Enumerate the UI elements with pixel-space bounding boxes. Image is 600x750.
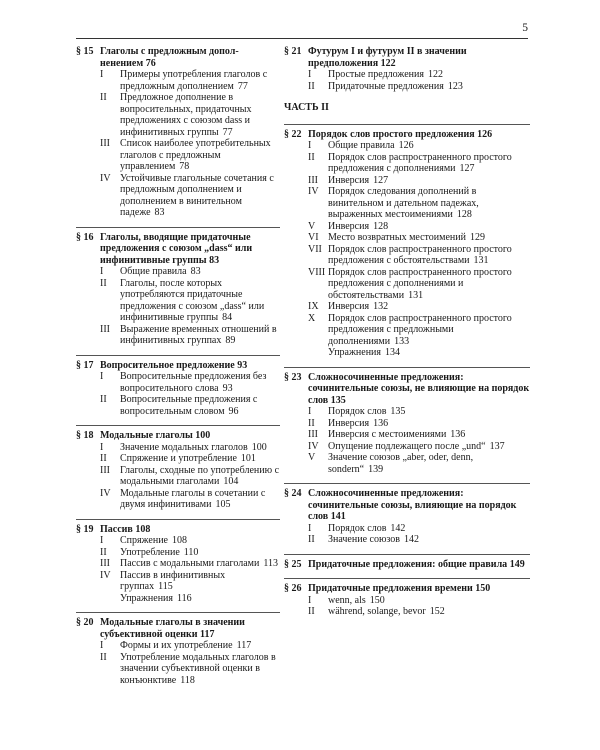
- entry-page: 152: [429, 606, 445, 617]
- section-page: 76: [145, 57, 156, 69]
- entry-title: Выражение временных отношений в инфинитивных группах 89: [120, 323, 277, 346]
- entry-number: VI: [308, 232, 319, 243]
- toc-entry[interactable]: [308, 81, 530, 93]
- toc-section: [284, 372, 530, 476]
- entry-number: I: [308, 406, 312, 417]
- entry-title: Простые предложения 122: [328, 69, 443, 80]
- section-page: 149: [509, 558, 525, 570]
- entry-number: IV: [100, 172, 111, 184]
- entry-title: Придаточные предложения 123: [328, 80, 463, 92]
- entry-page: 122: [427, 69, 443, 80]
- section-number: § 20: [76, 617, 94, 628]
- section-number: § 24: [284, 488, 302, 499]
- entry-title: Порядок слов распространенного простого предложения с дополнениями и обстоятельствами 131: [328, 266, 512, 301]
- toc-entry[interactable]: [308, 221, 530, 233]
- section-divider: [76, 227, 280, 228]
- entry-title: Глаголы, сходные по употреблению с модальными глаголами 104: [120, 464, 280, 487]
- entry-number: IX: [308, 301, 319, 312]
- entry-page: 133: [394, 335, 410, 347]
- entry-page: 128: [456, 209, 472, 220]
- entry-number: I: [308, 140, 312, 151]
- entry-number: III: [100, 464, 110, 476]
- entry-page: 123: [447, 80, 463, 92]
- entry-number: II: [308, 606, 315, 617]
- section-title: Глаголы, вводящие придаточные предложения с союзом „dass“ или инфинитивные группы 83: [100, 231, 253, 266]
- entry-page: 126: [398, 140, 414, 151]
- section-heading[interactable]: [284, 583, 530, 595]
- toc-entry[interactable]: [308, 152, 530, 175]
- entry-page: 110: [183, 546, 199, 558]
- entry-page: 116: [177, 592, 192, 604]
- entry-title: Спряжение и употребление 101: [120, 453, 256, 464]
- section-heading[interactable]: [76, 46, 280, 69]
- entry-page: 139: [368, 463, 384, 475]
- toc-entry[interactable]: [308, 534, 530, 546]
- section-heading[interactable]: [76, 617, 280, 640]
- section-heading[interactable]: [76, 360, 280, 372]
- toc-section: [76, 232, 280, 347]
- entry-title: Инверсия 136: [328, 417, 389, 429]
- entry-title: Употребление 110: [120, 546, 199, 558]
- section-title: Футурум I и футурум II в значении предположения 122: [308, 46, 467, 69]
- toc-entry[interactable]: [100, 138, 280, 173]
- entry-number: II: [100, 546, 107, 558]
- entry-page: 142: [404, 534, 420, 545]
- toc-entry[interactable]: [100, 69, 280, 92]
- entry-number: IV: [308, 186, 319, 197]
- entry-title: Порядок слов распространенного простого предложения с предложными дополнениями 133: [328, 312, 512, 347]
- section-heading[interactable]: [284, 559, 530, 571]
- toc-entry[interactable]: [308, 186, 530, 221]
- entry-number: I: [308, 522, 312, 534]
- section-number: § 26: [284, 583, 302, 594]
- toc-entry[interactable]: [308, 232, 530, 244]
- section-heading[interactable]: [76, 232, 280, 267]
- entry-page: 105: [215, 499, 231, 510]
- entry-title: Глаголы, после которых употребляются придаточные предложения с союзом „dass“ или инфинитивные группы 84: [120, 277, 265, 323]
- section-heading[interactable]: [284, 372, 530, 407]
- entry-page: 129: [469, 232, 485, 243]
- entry-page: 104: [223, 476, 239, 487]
- toc-entry[interactable]: [100, 453, 280, 465]
- section-number: § 19: [76, 523, 94, 535]
- section-page: 141: [330, 511, 346, 522]
- entry-page: 89: [225, 335, 236, 346]
- entry-page: 134: [385, 347, 400, 358]
- entry-title: Порядок следования дополнений в винительном и дательном падежах, выраженных местоимениями 128: [328, 186, 479, 220]
- toc-entry[interactable]: [100, 266, 280, 278]
- toc-entry[interactable]: [308, 175, 530, 187]
- entry-title: Формы и их употребление 117: [120, 640, 252, 651]
- toc-section: [284, 129, 530, 359]
- entry-title: Опущение подлежащего после „und“ 137: [328, 440, 505, 452]
- entry-number: I: [100, 266, 104, 277]
- part-heading: ЧАСТЬ II: [284, 102, 329, 113]
- entry-number: II: [100, 651, 107, 663]
- section-heading[interactable]: [284, 129, 530, 141]
- toc-entry[interactable]: [308, 347, 530, 359]
- toc-entry[interactable]: [308, 301, 530, 313]
- toc-entry[interactable]: [100, 442, 280, 454]
- toc-entry[interactable]: [100, 640, 280, 652]
- entry-number: I: [100, 535, 104, 546]
- entry-title: Значение модальных глаголов 100: [120, 441, 267, 453]
- entry-number: IV: [100, 569, 111, 581]
- toc-section: [284, 583, 530, 618]
- section-divider: [76, 355, 280, 356]
- section-divider: [76, 519, 280, 520]
- toc-entry[interactable]: [100, 394, 280, 417]
- toc-entry[interactable]: [100, 570, 280, 593]
- toc-entry[interactable]: [308, 606, 530, 618]
- section-page: 122: [380, 57, 396, 69]
- toc-entry[interactable]: [308, 523, 530, 535]
- entry-title: Устойчивые глагольные сочетания с предложным дополнением и дополнением в винительном падеже 83: [120, 172, 274, 218]
- entry-title: Значение союзов 142: [328, 534, 420, 545]
- entry-title: Упражнения 134: [328, 347, 400, 358]
- entry-number: III: [308, 429, 318, 440]
- entry-title: Инверсия 127: [328, 174, 389, 186]
- entry-title: Упражнения 116: [120, 592, 192, 604]
- entry-page: 131: [473, 255, 489, 266]
- section-divider: [76, 612, 280, 613]
- entry-page: 113: [263, 558, 278, 569]
- entry-title: Общие правила 83: [120, 266, 201, 277]
- toc-entry[interactable]: [100, 593, 280, 605]
- entry-number: VIII: [308, 266, 326, 278]
- entry-page: 117: [236, 640, 252, 651]
- entry-number: II: [100, 92, 107, 103]
- toc-section: [284, 559, 530, 571]
- section-page: 135: [330, 394, 346, 406]
- entry-page: 135: [390, 406, 406, 417]
- section-title: Глаголы с предложным допол-ненением 76: [100, 46, 239, 69]
- section-divider: [284, 578, 530, 579]
- section-title: Пассив 108: [100, 523, 151, 535]
- entry-title: Инверсия с местоимениями 136: [328, 429, 466, 440]
- section-number: § 18: [76, 430, 94, 441]
- section-title: Сложносочиненные предложения: сочинительные союзы, не влияющие на порядок слов 135: [308, 371, 530, 406]
- entry-title: während, solange, bevor 152: [328, 606, 445, 617]
- entry-title: Порядок слов распространенного простого предложения с обстоятельствами 131: [328, 243, 512, 266]
- toc-entry[interactable]: [100, 558, 280, 570]
- toc-entry[interactable]: [100, 465, 280, 488]
- section-title: Модальные глаголы в значении субъективной оценки 117: [100, 617, 245, 640]
- entry-number: II: [308, 417, 315, 429]
- toc-entry[interactable]: [308, 418, 530, 430]
- toc-entry[interactable]: [308, 313, 530, 348]
- section-heading[interactable]: [76, 524, 280, 536]
- entry-number: III: [100, 558, 110, 569]
- section-divider: [76, 425, 280, 426]
- entry-title: Примеры употребления глаголов с предложным дополнением 77: [120, 69, 268, 92]
- entry-number: I: [308, 69, 312, 80]
- toc-entry[interactable]: [308, 406, 530, 418]
- entry-page: 100: [251, 441, 267, 453]
- toc-entry[interactable]: [100, 652, 280, 687]
- entry-page: 142: [390, 522, 406, 534]
- section-page: 108: [135, 523, 151, 535]
- toc-entry[interactable]: [308, 69, 530, 81]
- entry-number: V: [308, 220, 316, 232]
- section-title: Придаточные предложения времени 150: [308, 583, 491, 594]
- toc-section: [284, 46, 530, 92]
- entry-title: Список наиболее употребительных глаголов с предложным управлением 78: [120, 138, 271, 172]
- section-number: § 25: [284, 558, 302, 570]
- section-heading[interactable]: [284, 46, 530, 69]
- entry-number: IV: [100, 487, 111, 499]
- entry-title: Вопросительные предложения с вопросительным словом 96: [120, 394, 258, 417]
- toc-entry[interactable]: [100, 324, 280, 347]
- entry-page: 127: [459, 163, 475, 174]
- entry-page: 108: [171, 535, 187, 546]
- toc-section: [76, 360, 280, 418]
- entry-number: II: [100, 394, 107, 405]
- section-page: 83: [209, 254, 220, 266]
- entry-number: II: [100, 453, 107, 464]
- entry-page: 77: [222, 126, 233, 138]
- toc-entry[interactable]: [100, 371, 280, 394]
- entry-page: 132: [373, 301, 389, 312]
- entry-number: I: [100, 441, 104, 453]
- toc-entry[interactable]: [308, 452, 530, 475]
- entry-page: 84: [222, 312, 233, 323]
- section-divider: [284, 554, 530, 555]
- toc-entry[interactable]: [100, 547, 280, 559]
- toc-entry[interactable]: [100, 92, 280, 138]
- entry-number: I: [100, 371, 104, 382]
- section-divider: [284, 367, 530, 368]
- entry-title: Инверсия 132: [328, 301, 389, 312]
- entry-number: II: [308, 151, 315, 163]
- toc-entry[interactable]: [100, 278, 280, 324]
- toc-column-left: [76, 46, 280, 694]
- section-number: § 17: [76, 359, 94, 371]
- toc-section: [76, 524, 280, 605]
- entry-page: 118: [180, 674, 195, 686]
- section-page: 117: [200, 628, 215, 640]
- section-heading[interactable]: [76, 430, 280, 442]
- entry-number: VII: [308, 243, 322, 255]
- toc-section: [76, 617, 280, 686]
- entry-title: Порядок слов 135: [328, 406, 406, 417]
- entry-title: Порядок слов распространенного простого предложения с дополнениями 127: [328, 151, 512, 174]
- entry-number: I: [308, 594, 312, 606]
- section-title: Сложносочиненные предложения: сочинительные союзы, влияющие на порядок слов 141: [308, 488, 517, 522]
- section-title: Модальные глаголы 100: [100, 430, 211, 441]
- entry-number: IV: [308, 440, 319, 452]
- section-number: § 23: [284, 371, 302, 383]
- entry-number: I: [100, 640, 104, 651]
- entry-page: 77: [237, 80, 248, 92]
- entry-page: 83: [190, 266, 201, 277]
- toc-entry[interactable]: [100, 488, 280, 511]
- entry-page: 101: [240, 453, 256, 464]
- entry-page: 78: [179, 161, 190, 172]
- entry-title: Употребление модальных глаголов в значении субъективной оценки в конъюнктиве 118: [120, 651, 276, 686]
- page-number: 5: [522, 22, 528, 34]
- entry-page: 136: [450, 429, 466, 440]
- toc-section: [284, 488, 530, 546]
- section-number: § 15: [76, 46, 94, 57]
- entry-title: Предложное дополнение в вопросительных, придаточных предложениях с союзом dass и инфинитивных группы 77: [120, 92, 252, 138]
- entry-number: III: [100, 323, 110, 335]
- entry-number: V: [308, 452, 316, 463]
- entry-page: 96: [228, 405, 239, 417]
- toc-entry[interactable]: [308, 267, 530, 302]
- entry-title: Инверсия 128: [328, 220, 389, 232]
- section-number: § 22: [284, 128, 302, 140]
- entry-page: 93: [222, 382, 233, 394]
- toc-entry[interactable]: [308, 244, 530, 267]
- entry-title: Значение союзов „aber, oder, denn, sondern“ 139: [328, 452, 474, 475]
- section-page: 93: [237, 359, 248, 371]
- toc-entry[interactable]: [100, 173, 280, 219]
- entry-number: [308, 347, 328, 359]
- entry-title: Модальные глаголы в сочетании с двумя инфинитивами 105: [120, 487, 266, 510]
- entry-number: [100, 593, 120, 605]
- section-divider: [284, 483, 530, 484]
- entry-number: III: [100, 138, 110, 149]
- entry-title: wenn, als 150: [328, 594, 385, 606]
- entry-title: Пассив с модальными глаголами 113: [120, 558, 278, 569]
- entry-page: 150: [369, 594, 385, 606]
- entry-page: 131: [408, 289, 424, 301]
- section-number: § 16: [76, 231, 94, 243]
- entry-number: II: [308, 534, 315, 545]
- entry-title: Общие правила 126: [328, 140, 414, 151]
- entry-title: Порядок слов 142: [328, 522, 406, 534]
- toc-entry[interactable]: [308, 441, 530, 453]
- entry-title: Спряжение 108: [120, 535, 187, 546]
- entry-page: 128: [373, 220, 389, 232]
- toc-section: [76, 430, 280, 511]
- section-number: § 21: [284, 46, 302, 57]
- entry-page: 115: [158, 581, 173, 592]
- entry-number: I: [100, 69, 104, 80]
- entry-title: Место возвратных местоимений 129: [328, 232, 485, 243]
- section-divider: [284, 124, 530, 125]
- section-title: Придаточные предложения: общие правила 149: [308, 558, 525, 570]
- entry-title: Вопросительные предложения без вопросительного слова 93: [120, 371, 267, 394]
- header-rule: [76, 38, 528, 39]
- entry-number: III: [308, 174, 318, 186]
- entry-number: II: [100, 277, 107, 289]
- section-title: Вопросительное предложение 93: [100, 359, 248, 371]
- section-page: 150: [475, 583, 491, 594]
- section-page: 126: [477, 128, 493, 140]
- entry-page: 83: [154, 207, 165, 218]
- entry-number: X: [308, 312, 316, 324]
- entry-title: Пассив в инфинитивных группах 115: [120, 569, 226, 592]
- entry-page: 127: [373, 174, 389, 186]
- entry-number: II: [308, 80, 315, 92]
- entry-page: 137: [489, 440, 505, 452]
- section-heading[interactable]: [284, 488, 530, 523]
- toc-entry[interactable]: [308, 429, 530, 441]
- section-title: Порядок слов простого предложения 126: [308, 128, 493, 140]
- toc-entry[interactable]: [308, 595, 530, 607]
- entry-page: 136: [373, 417, 389, 429]
- toc-column-right: [284, 46, 530, 626]
- toc-entry[interactable]: [308, 140, 530, 152]
- section-page: 100: [195, 430, 211, 441]
- toc-section: [76, 46, 280, 219]
- toc-entry[interactable]: [100, 535, 280, 547]
